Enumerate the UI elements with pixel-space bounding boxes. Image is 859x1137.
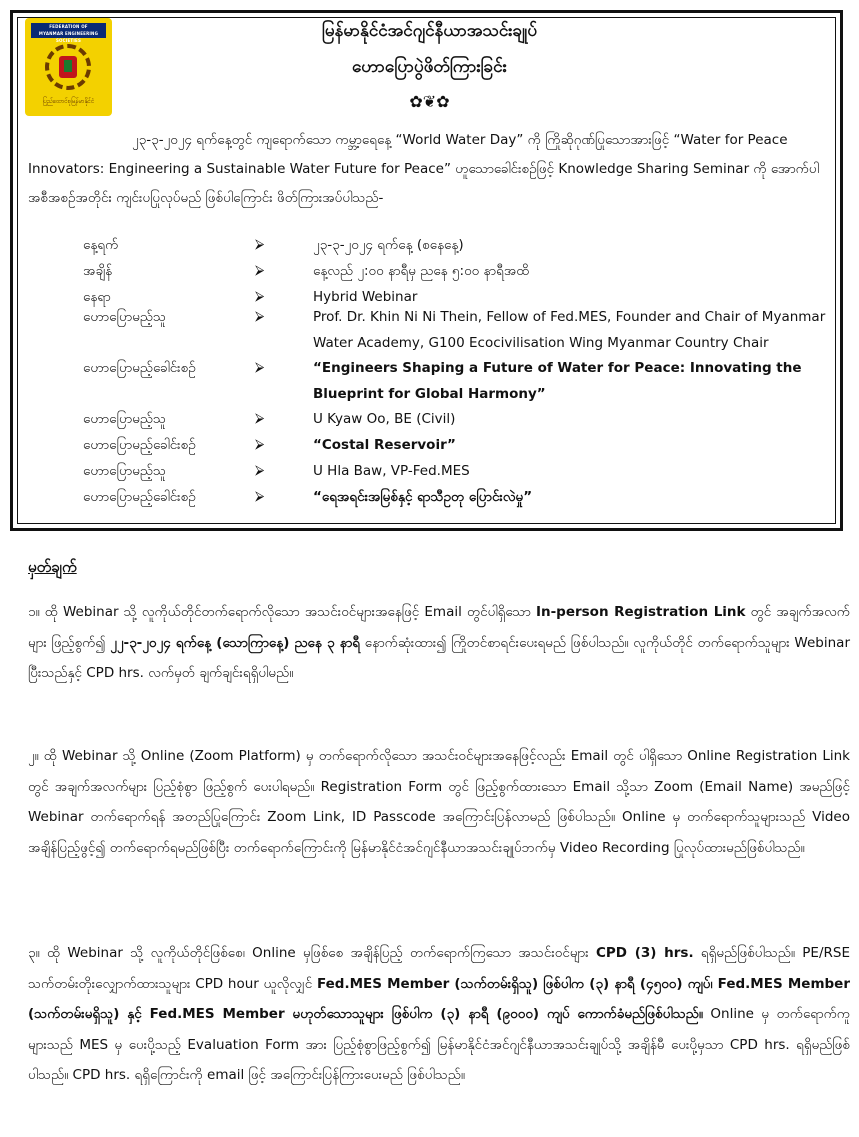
schedule-label: ဟောပြောမည့်ခေါင်းစဉ် [83,360,196,376]
schedule-label: ဟောပြောမည့်သူ [83,463,167,479]
page-subtitle: ဟောပြောပွဲဖိတ်ကြားခြင်း [352,57,507,77]
fee-text: Fed.MES Member (သက်တမ်းရှိသူ) ဖြစ်ပါက (၃) နာရီ (၄၅၀၀) ကျပ်၊ Fed.MES Member (သက်တမ်းမရှိသူ) နှင့် Fed.MES Member မဟုတ်သောသူများ ဖြစ်ပါက (၃) နာရီ (၉၀၀၀) ကျပ် ကောက်ခံမည်ဖြစ်ပါသည်။ [28,975,850,1022]
schedule-value: နေ့လည် ၂:၀၀ နာရီမှ ညနေ ၅:၀၀ နာရီအထိ [313,263,530,279]
arrow-bullet-icon: ⮚ [255,289,265,304]
note-3-text-c: ရရှိမည်ဖြစ်ပါသည်။ PE/RSE သက်တမ်းတိုးလျှောက်ထားသူများ CPD hour ယူလိုလျှင် [28,945,850,992]
ornament-icon: ✿❦✿ [409,92,450,111]
schedule-value: ၂၃-၃-၂၀၂၄ ရက်နေ့ (စနေနေ့) [313,237,464,253]
note-3-text-e: Online မှ တက်ရောက်ကူများသည် MES မှ ပေးပို့သည့် Evaluation Form အား ပြည့်စုံစွာဖြည့်စွက်၍ မြန်မာနိုင်ငံအင်ဂျင်နီယာအသင်းချုပ်သို့ အချိန်မီ ပေးပို့မှသာ CPD hrs. ရရှိမည်ဖြစ်ပါသည်။ CPD hrs. ရရှိကြောင်းကို email ဖြင့် အကြောင်းပြန်ကြားပေးမည် ဖြစ်ပါသည်။ [28,1006,850,1083]
note-3 [28,938,850,1091]
schedule-value: “Costal Reservoir” [313,437,456,453]
note-1-text-e: နောက်ဆုံးထား၍ ကြိုတင်စာရင်းပေးရမည် ဖြစ်ပါသည်။ လူကိုယ်တိုင် တက်ရောက်သူများ Webinar ပြီးသည်နှင့် CPD hrs. လက်မှတ် ချက်ချင်းရရှိပါမည်။ [28,634,850,681]
note-2 [28,741,850,863]
schedule-value: Hybrid Webinar [313,289,418,305]
note-1 [28,597,850,689]
arrow-bullet-icon: ⮚ [255,360,265,375]
logo-caption: ပြည်ထောင်စုမြန်မာနိုင်ငံ [42,98,95,105]
intro-paragraph [28,126,830,213]
note-3-text-a: ၃။ ထို Webinar သို့ လူကိုယ်တိုင်ဖြစ်စေ၊ Online မှဖြစ်စေ အချိန်ပြည့် တက်ရောက်ကြသော အသင်းဝင်များ [28,945,596,961]
note-1-text-c: တွင် အချက်အလက်များ ဖြည့်စွက်၍ [28,604,851,651]
schedule-value: “ရေအရင်းအမြစ်နှင့် ရာသီဥတု ပြောင်းလဲမှု” [313,489,533,505]
arrow-bullet-icon: ⮚ [255,309,265,324]
arrow-bullet-icon: ⮚ [255,463,265,478]
schedule-label: ဟောပြောမည့်သူ [83,309,167,325]
logo-band-line1: FEDERATION OF [49,24,88,29]
note-2-text: ၂။ ထို Webinar သို့ Online (Zoom Platform) မှ တက်ရောက်လိုသော အသင်းဝင်များအနေဖြင့်လည်း Email တွင် ပါရှိသော Online Registration Link တွင် အချက်အလက်များ ပြည့်စုံစွာ ဖြည့်စွက် ပေးပါရမည်။ Registration Form တွင် ဖြည့်စွက်ထားသော Email သို့သာ Zoom (Email Name) အမည်ဖြင့် Webinar တက်ရောက်ရန် အတည်ပြုကြောင်း Zoom Link, ID Passcode အကြောင်းပြန်လာမည် ဖြစ်ပါသည်။ Online မှ တက်ရောက်သူများသည် Video အချိန်ပြည့်ဖွင့်၍ တက်ရောက်ရမည်ဖြစ်ပြီး တက်ရောက်ကြောင်းကို မြန်မာနိုင်ငံအင်ဂျင်နီယာအသင်းချုပ်ဘက်မှ Video Recording ပြုလုပ်ထားမည်ဖြစ်ပါသည်။ [28,748,850,856]
schedule-label: နေရာ [83,289,111,305]
schedule-value: U Hla Baw, VP-Fed.MES [313,463,470,479]
schedule-label: ဟောပြောမည့်ခေါင်းစဉ် [83,437,196,453]
arrow-bullet-icon: ⮚ [255,237,265,252]
schedule-value: Prof. Dr. Khin Ni Ni Thein, Fellow of Fed.MES, Founder and Chair of Myanmar Water Academy, G100 Ecocivilisation Wing Myanmar Country Chair [313,309,826,351]
page-title: မြန်မာနိုင်ငံအင်ဂျင်နီယာအသင်းချုပ် [321,21,538,41]
arrow-bullet-icon: ⮚ [255,489,265,504]
logo-band-line2: MYANMAR ENGINEERING SOCIETIES [38,31,99,43]
schedule-value: “Engineers Shaping a Future of Water for Peace: Innovating the Blueprint for Global Harmony” [313,360,802,402]
deadline-text: ၂၂-၃-၂၀၂၄ ရက်နေ့ (သောကြာနေ့) ညနေ ၃ နာရီ [110,634,361,651]
schedule-value: U Kyaw Oo, BE (Civil) [313,411,456,427]
note-1-text-a: ၁။ ထို Webinar သို့ လူကိုယ်တိုင်တက်ရောက်လိုသော အသင်းဝင်များအနေဖြင့် Email တွင်ပါရှိသော [28,604,536,620]
intro-text: ၂၃-၃-၂၀၂၄ ရက်နေ့တွင် ကျရောက်သော ကမ္ဘာ့ရေနေ့ “World Water Day” ကို ကြိုဆိုဂုဏ်ပြုသောအားဖြင့် “Water for Peace Innovators: Engineering a Sustainable Water Future for Peace” ဟူသောခေါင်းစဉ်ဖြင့် Knowledge Sharing Seminar ကို အောက်ပါ အစီအစဉ်အတိုင်း ကျင်းပပြုလုပ်မည် ဖြစ်ပါကြောင်း ဖိတ်ကြားအပ်ပါသည်- [28,132,819,206]
arrow-bullet-icon: ⮚ [255,411,265,426]
arrow-bullet-icon: ⮚ [255,437,265,452]
schedule-label: အချိန် [83,263,113,279]
schedule-label: ဟောပြောမည့်ခေါင်းစဉ် [83,489,196,505]
notes-title: မှတ်ချက် [28,558,77,576]
arrow-bullet-icon: ⮚ [255,263,265,278]
schedule-label: ဟောပြောမည့်သူ [83,411,167,427]
registration-link-label: In-person Registration Link [535,604,746,620]
cpd-hours-text: CPD (3) hrs. [595,945,694,961]
schedule-label: နေ့ရက် [83,237,119,253]
